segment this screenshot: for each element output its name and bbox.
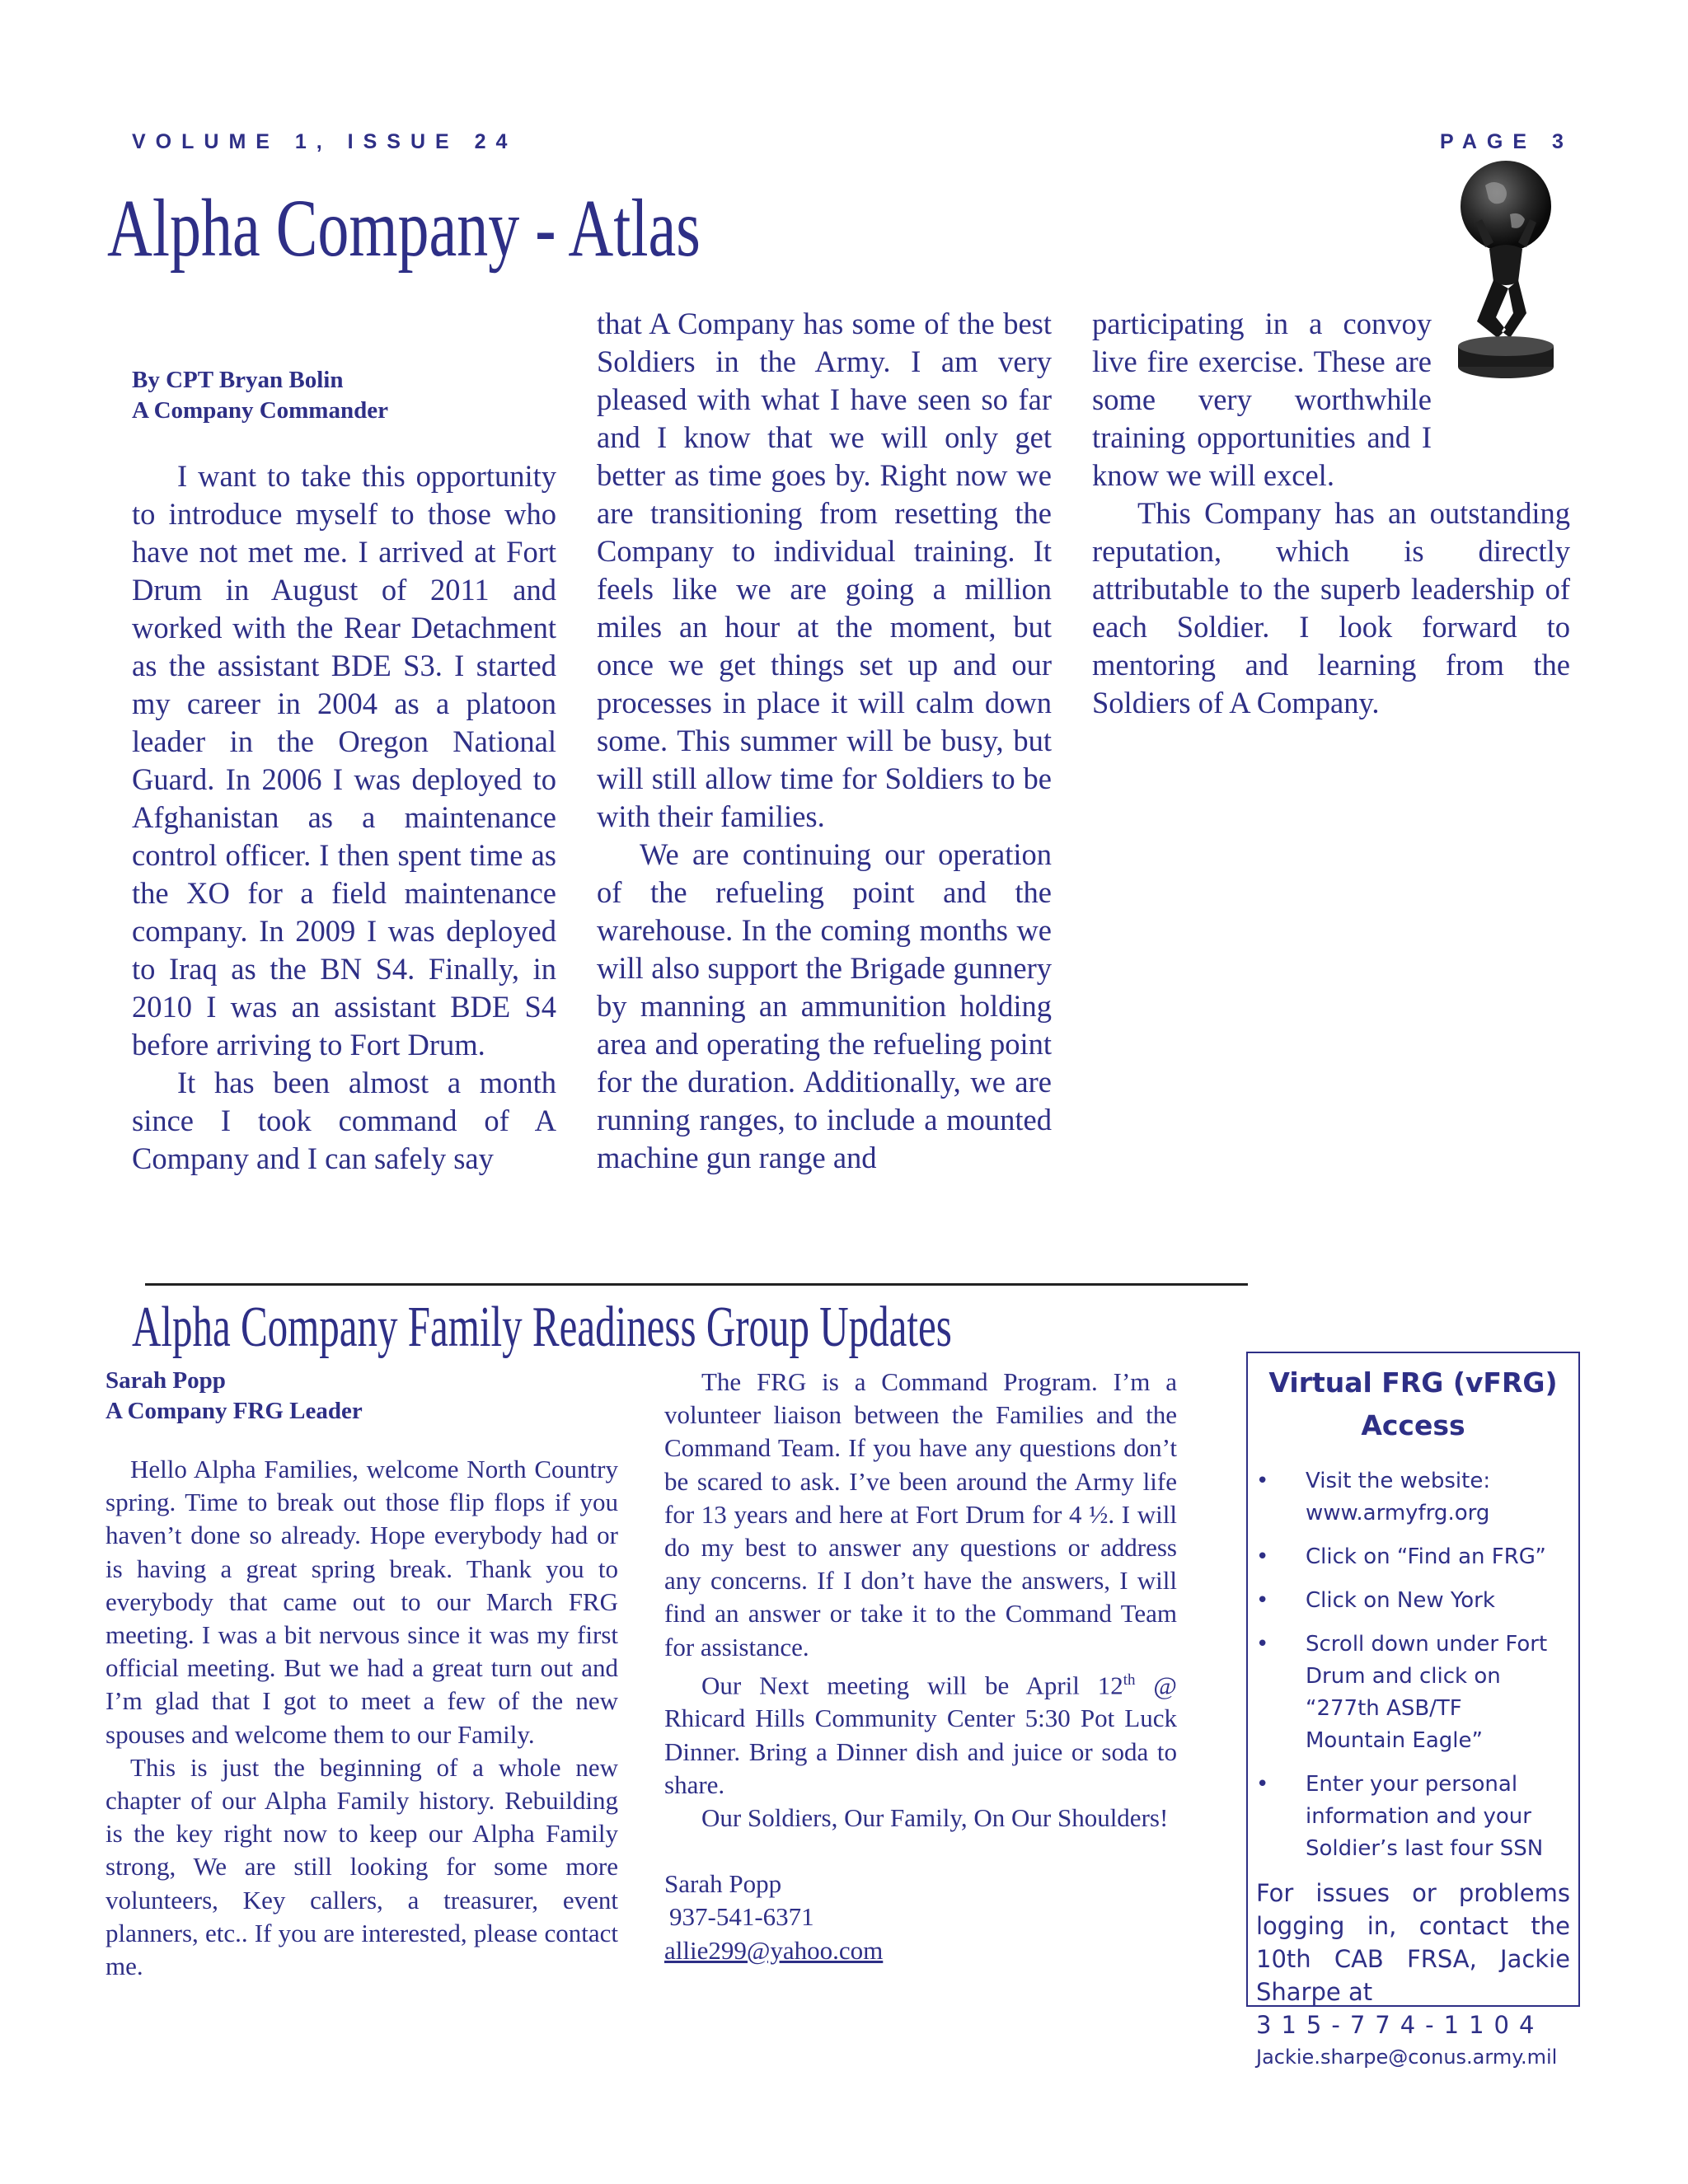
list-item [1248,1541,1578,1573]
article1-column-2 [597,305,1052,1177]
step-text: Click on New York [1306,1588,1495,1613]
section-divider [145,1283,1248,1286]
article-title-atlas: Alpha Company - Atlas [107,182,701,274]
article2-column-2 [664,1366,1177,1967]
vfrg-phone: 315-774-1104 [1256,2011,1545,2039]
paragraph: Our Soldiers, Our Family, On Our Shoulders! [701,1802,1169,1832]
signature-email-link[interactable]: allie299@yahoo.com [664,1935,884,1965]
bullet-icon: • [1256,1632,1269,1657]
step-text: Enter your personal information and your Soldier’s last four SSN [1306,1772,1544,1861]
article1-column-3a [1092,305,1432,494]
step-text: Click on “Find an FRG” [1306,1544,1546,1569]
vfrg-access-box [1246,1352,1580,2069]
article2-column-1 [106,1453,618,1983]
paragraph [664,1664,1177,1802]
byline-name: By CPT Bryan Bolin [132,367,344,393]
paragraph: This is just the beginning of a whole new chapter of our Alpha Family history. Rebuilding is the key right now to keep our Alpha Family strong, We are still looking for some more volunteers, Key callers, a treasurer, event planners, etc.. If you are interested, please contact me. [106,1752,618,1981]
page-number: PAGE 3 [1440,130,1573,153]
atlas-statue-image [1452,157,1559,391]
vfrg-email[interactable]: Jackie.sharpe@conus.army.mil [1256,2046,1558,2069]
article1-column-1 [132,457,556,1178]
bullet-icon: • [1256,1544,1269,1569]
vfrg-steps-list [1248,1465,1578,1865]
paragraph: Hello Alpha Families, welcome North Country spring. Time to break out those flip flops if you haven’t done so already. Hope everybody had or is having a great spring break. Thank you to everybody that came out to our March FRG meeting. I was a bit nervous since it was my first official meeting. But we had a great turn out and I’m glad that I got to meet a few of the new spouses and welcome them to our Family. [106,1455,618,1749]
volume-issue: VOLUME 1, ISSUE 24 [132,130,518,153]
superscript-th: th [1123,1671,1136,1689]
byline-name: Sarah Popp [106,1367,226,1394]
meeting-text-start: Our Next meeting will be April 12 [701,1671,1123,1700]
paragraph: We are continuing our operation of the refueling point and the warehouse. In the coming months we will also support the Brigade gunnery by manning an ammunition holding area and operating the refueling point for the duration. Additionally, we are running ranges, to include a mounted machine gun range and [597,837,1052,1174]
signature-name: Sarah Popp [664,1869,782,1899]
signature-phone: 937-541-6371 [669,1902,814,1932]
list-item [1248,1465,1578,1530]
article-title-frg: Alpha Company Family Readiness Group Updates [132,1296,952,1359]
bullet-icon: • [1256,1772,1269,1797]
vfrg-title-line1: Virtual FRG (vFRG) [1268,1366,1558,1399]
paragraph: participating in a convoy live fire exercise. These are some very worthwhile training opportunities and I know we will excel. [1092,307,1432,492]
step-text: Scroll down under Fort Drum and click on “277th ASB/TF Mountain Eagle” [1306,1632,1548,1753]
vfrg-issues-text: For issues or problems logging in, contact the 10th CAB FRSA, Jackie Sharpe at [1256,1879,1570,2006]
byline-commander [132,365,388,426]
paragraph: I want to take this opportunity to introduce myself to those who have not met me. I arrived at Fort Drum in August of 2011 and worked with the Rear Detachment as the assistant BDE S3. I started my career in 2004 as a platoon leader in the Oregon National Guard. In 2006 I was deployed to Afghanistan as a maintenance control officer. I then spent time as the XO for a field maintenance company. In 2009 I was deployed to Iraq as the BN S4. Finally, in 2010 I was an assistant BDE S4 before arriving to Fort Drum. [132,459,556,1062]
article1-column-3b [1092,494,1570,722]
list-item [1248,1769,1578,1865]
byline-role: A Company Commander [132,397,388,424]
paragraph: The FRG is a Command Program. I’m a volunteer liaison between the Families and the Command Team. If you have any questions don’t be scared to ask. I’ve been around the Army life for 13 years and here at Fort Drum for 4 ½. I will do my best to answer any questions or address any concerns. If I don’t have the answers, I will find an answer or take it to the Command Team for assistance. [664,1367,1177,1661]
list-item [1248,1629,1578,1757]
byline-frg-leader [106,1366,363,1427]
paragraph: This Company has an outstanding reputation, which is directly attributable to the superb leadership of each Soldier. I look forward to mentoring and learning from the Soldiers of A Company. [1092,496,1570,719]
bullet-icon: • [1256,1469,1269,1493]
byline-role: A Company FRG Leader [106,1398,363,1424]
step-text: Visit the website: www.armyfrg.org [1306,1469,1491,1526]
vfrg-title [1248,1361,1578,1447]
vfrg-title-line2: Access [1361,1409,1465,1441]
paragraph: It has been almost a month since I took command of A Company and I can safely say [132,1066,556,1175]
meeting-text-end: @ Rhicard Hills Community Center 5:30 Pot Luck Dinner. Bring a Dinner dish and juice or soda to share. [664,1671,1177,1799]
paragraph: that A Company has some of the best Soldiers in the Army. I am very pleased with what I have seen so far and I know that we will only get better as time goes by. Right now we are transitioning from resetting the Company to individual training. It feels like we are going a million miles an hour at the moment, but once we get things set up and our processes in place it will calm down some. This summer will be busy, but will still allow time for Soldiers to be with their families. [597,307,1052,833]
bullet-icon: • [1256,1588,1269,1613]
list-item [1248,1585,1578,1617]
